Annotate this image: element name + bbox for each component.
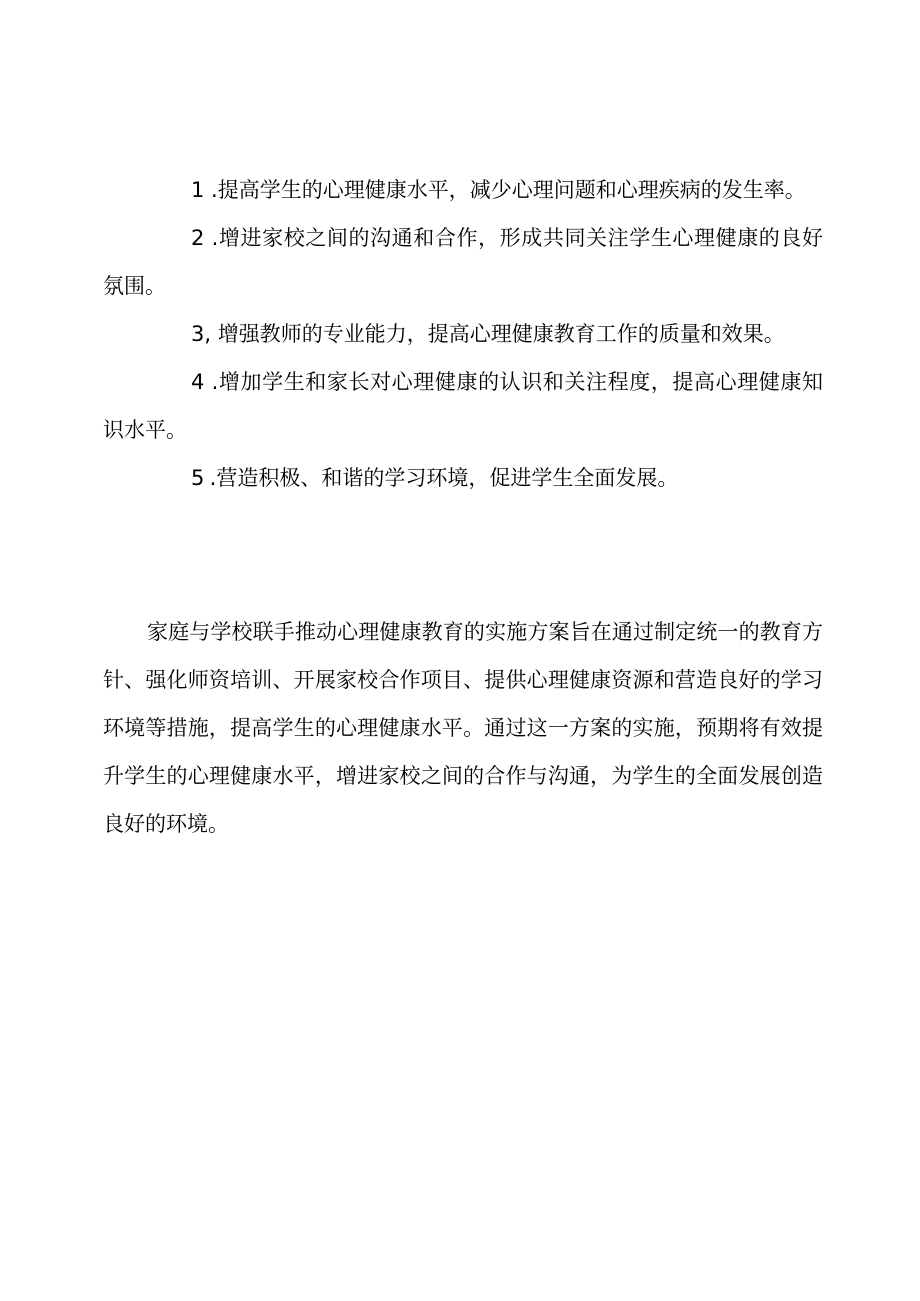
goal-separator: . <box>204 178 218 202</box>
goal-item-1 <box>103 166 823 214</box>
goal-separator: . <box>204 370 219 394</box>
goal-item-4 <box>103 358 823 454</box>
summary-section <box>103 608 823 848</box>
goal-text: 增强教师的专业能力，提高心理健康教育工作的质量和效果。 <box>217 322 785 346</box>
goal-item-2 <box>103 214 823 310</box>
goal-separator <box>211 322 218 346</box>
goal-number: 3, <box>191 322 212 346</box>
goal-number: 4 <box>191 370 205 394</box>
goal-text: 增加学生和家长对心理健康的认识和关注程度，提高心理健康知识水平。 <box>103 370 823 442</box>
goal-text: 增进家校之间的沟通和合作，形成共同关注学生心理健康的良好氛围。 <box>103 226 823 298</box>
goals-list <box>103 166 823 502</box>
goal-number: 1 <box>191 178 205 202</box>
goal-text: 提高学生的心理健康水平，减少心理问题和心理疾病的发生率。 <box>217 178 806 202</box>
goal-item-3 <box>103 310 823 358</box>
summary-paragraph: 家庭与学校联手推动心理健康教育的实施方案旨在通过制定统一的教育方针、强化师资培训、开展家校合作项目、提供心理健康资源和营造良好的学习环境等措施，提高学生的心理健康水平。通过这一方案的实施，预期将有效提升学生的心理健康水平，增进家校之间的合作与沟通，为学生的全面发展创造良好的环境。 <box>103 620 823 836</box>
goal-item-5 <box>103 454 823 502</box>
goal-separator: . <box>204 226 219 250</box>
goal-separator: . <box>203 466 217 490</box>
goal-text: 营造积极、和谐的学习环境，促进学生全面发展。 <box>216 466 679 490</box>
goal-number: 2 <box>191 226 205 250</box>
goal-number: 5 <box>191 466 205 490</box>
